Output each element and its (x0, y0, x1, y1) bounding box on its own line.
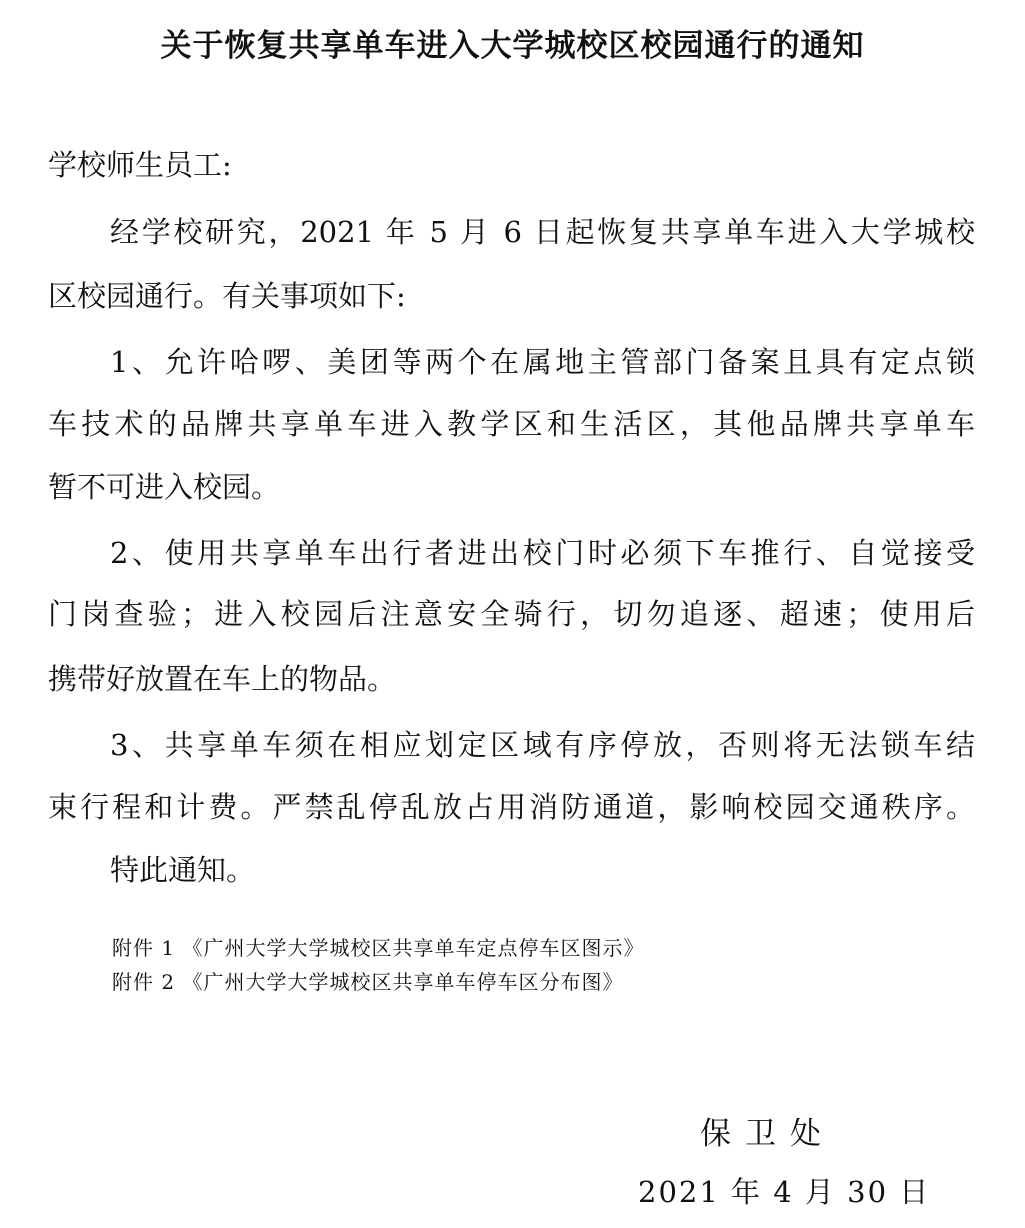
body-line: 携带好放置在车上的物品。 (48, 662, 397, 696)
body-line: 束行程和计费。严禁乱停乱放占用消防通道，影响校园交通秩序。 (48, 790, 975, 824)
body-line: 区校园通行。有关事项如下: (48, 279, 406, 313)
body-line: 1、允许哈啰、美团等两个在属地主管部门备案且具有定点锁 (110, 345, 975, 379)
issue-date: 2021 年 4 月 30 日 (638, 1175, 931, 1209)
closing-line: 特此通知。 (110, 853, 256, 887)
document-title: 关于恢复共享单车进入大学城校区校园通行的通知 (160, 28, 865, 64)
body-line: 车技术的品牌共享单车进入教学区和生活区，其他品牌共享单车 (48, 407, 975, 441)
body-line: 3、共享单车须在相应划定区域有序停放，否则将无法锁车结 (110, 728, 975, 762)
signature: 保卫处 (700, 1116, 835, 1152)
attachment-1: 附件 1 《广州大学大学城校区共享单车定点停车区图示》 (112, 936, 645, 960)
body-line: 暂不可进入校园。 (48, 470, 281, 504)
salutation: 学校师生员工: (48, 148, 232, 182)
body-line: 2、使用共享单车出行者进出校门时必须下车推行、自觉接受 (110, 536, 975, 570)
body-line: 门岗查验；进入校园后注意安全骑行，切勿追逐、超速；使用后 (48, 597, 975, 631)
body-line: 经学校研究，2021 年 5 月 6 日起恢复共享单车进入大学城校 (110, 215, 975, 249)
attachment-2: 附件 2 《广州大学大学城校区共享单车停车区分布图》 (112, 970, 624, 994)
